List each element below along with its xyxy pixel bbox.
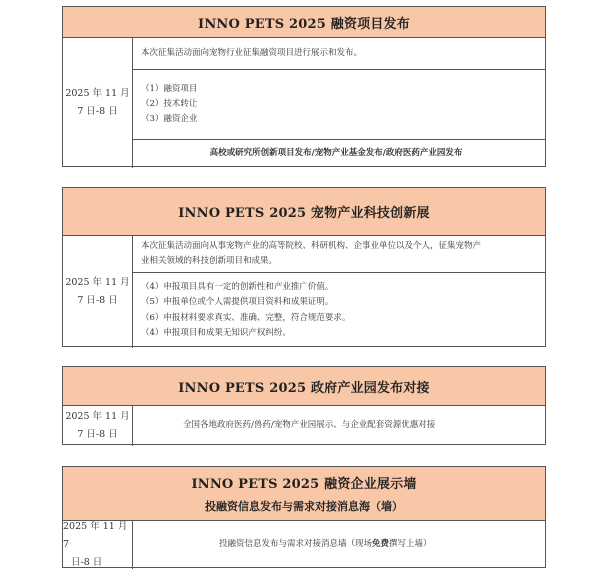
date-line: 2025 年 11 月 [65,87,130,99]
section-innovation-expo [62,187,546,347]
list-item: （1）融资项目 [141,83,198,94]
footer-line: 高校或研究所创新项目发布/宠物产业基金发布/政府医药产业园发布 [209,148,463,159]
date-line: 2025 年 11 月 7 [63,520,128,550]
content-line [219,537,539,552]
section-header [63,467,545,521]
list-item: （6）申报材料要求真实、准确、完整，符合规范要求。 [141,312,351,323]
section-government-park [62,366,546,445]
item-list [133,70,545,140]
list-item: （4）申报项目和成果无知识产权纠纷。 [141,327,291,338]
item-list [133,273,545,348]
content-suffix: 撰写上墙） [389,539,432,550]
intro-text [133,38,545,70]
date-line: 2025 年 11 月 [65,410,130,422]
intro-line: 业相关领域的科技创新项目和成果。 [141,256,278,266]
date-cell [63,236,133,348]
date-cell [63,406,133,446]
list-item: （2）技术转让 [141,98,198,109]
section-header [63,7,545,38]
date-cell [63,521,133,569]
section-subtitle: 投融资信息发布与需求对接消息海（墙） [205,500,403,513]
section-header [63,188,545,236]
section-title: INNO PETS 2025 宠物产业科技创新展 [178,206,430,221]
list-item: （5）申报单位或个人需提供项目资料和成果证明。 [141,297,334,308]
date-line: 7 日-8 日 [77,429,118,440]
content-emphasis: 免费 [372,539,390,550]
section-title: INNO PETS 2025 融资企业展示墙 [191,477,417,492]
content-text [133,521,545,569]
date-line: 2025 年 11 月 [65,276,130,288]
list-item: （3）融资企业 [141,114,198,125]
section-showcase-wall [62,466,546,568]
date-line: 7 日-8 日 [77,106,118,117]
content-line: 全国各地政府医药/兽药/宠物产业园展示、与企业配套资源优惠对接 [183,420,436,431]
footer-text [133,140,545,168]
content-prefix: 投融资信息发布与需求对接消息墙（现场 [219,539,373,550]
content-text [133,406,545,446]
section-title: INNO PETS 2025 融资项目发布 [198,16,410,32]
section-header [63,367,545,406]
date-cell [63,38,133,168]
intro-line: 本次征集活动面向宠物行业征集融资项目进行展示和发布。 [141,47,363,58]
intro-line: 本次征集活动面向从事宠物产业的高等院校、科研机构、企事业单位以及个人，征集宠物产 [141,240,482,251]
section-financing-projects [62,6,546,167]
section-title: INNO PETS 2025 政府产业园发布对接 [178,380,430,396]
date-line: 日-8 日 [71,557,103,569]
date-line: 7 日-8 日 [77,295,118,306]
list-item: （4）申报项目具有一定的创新性和产业推广价值。 [141,281,334,292]
intro-text [133,236,545,273]
